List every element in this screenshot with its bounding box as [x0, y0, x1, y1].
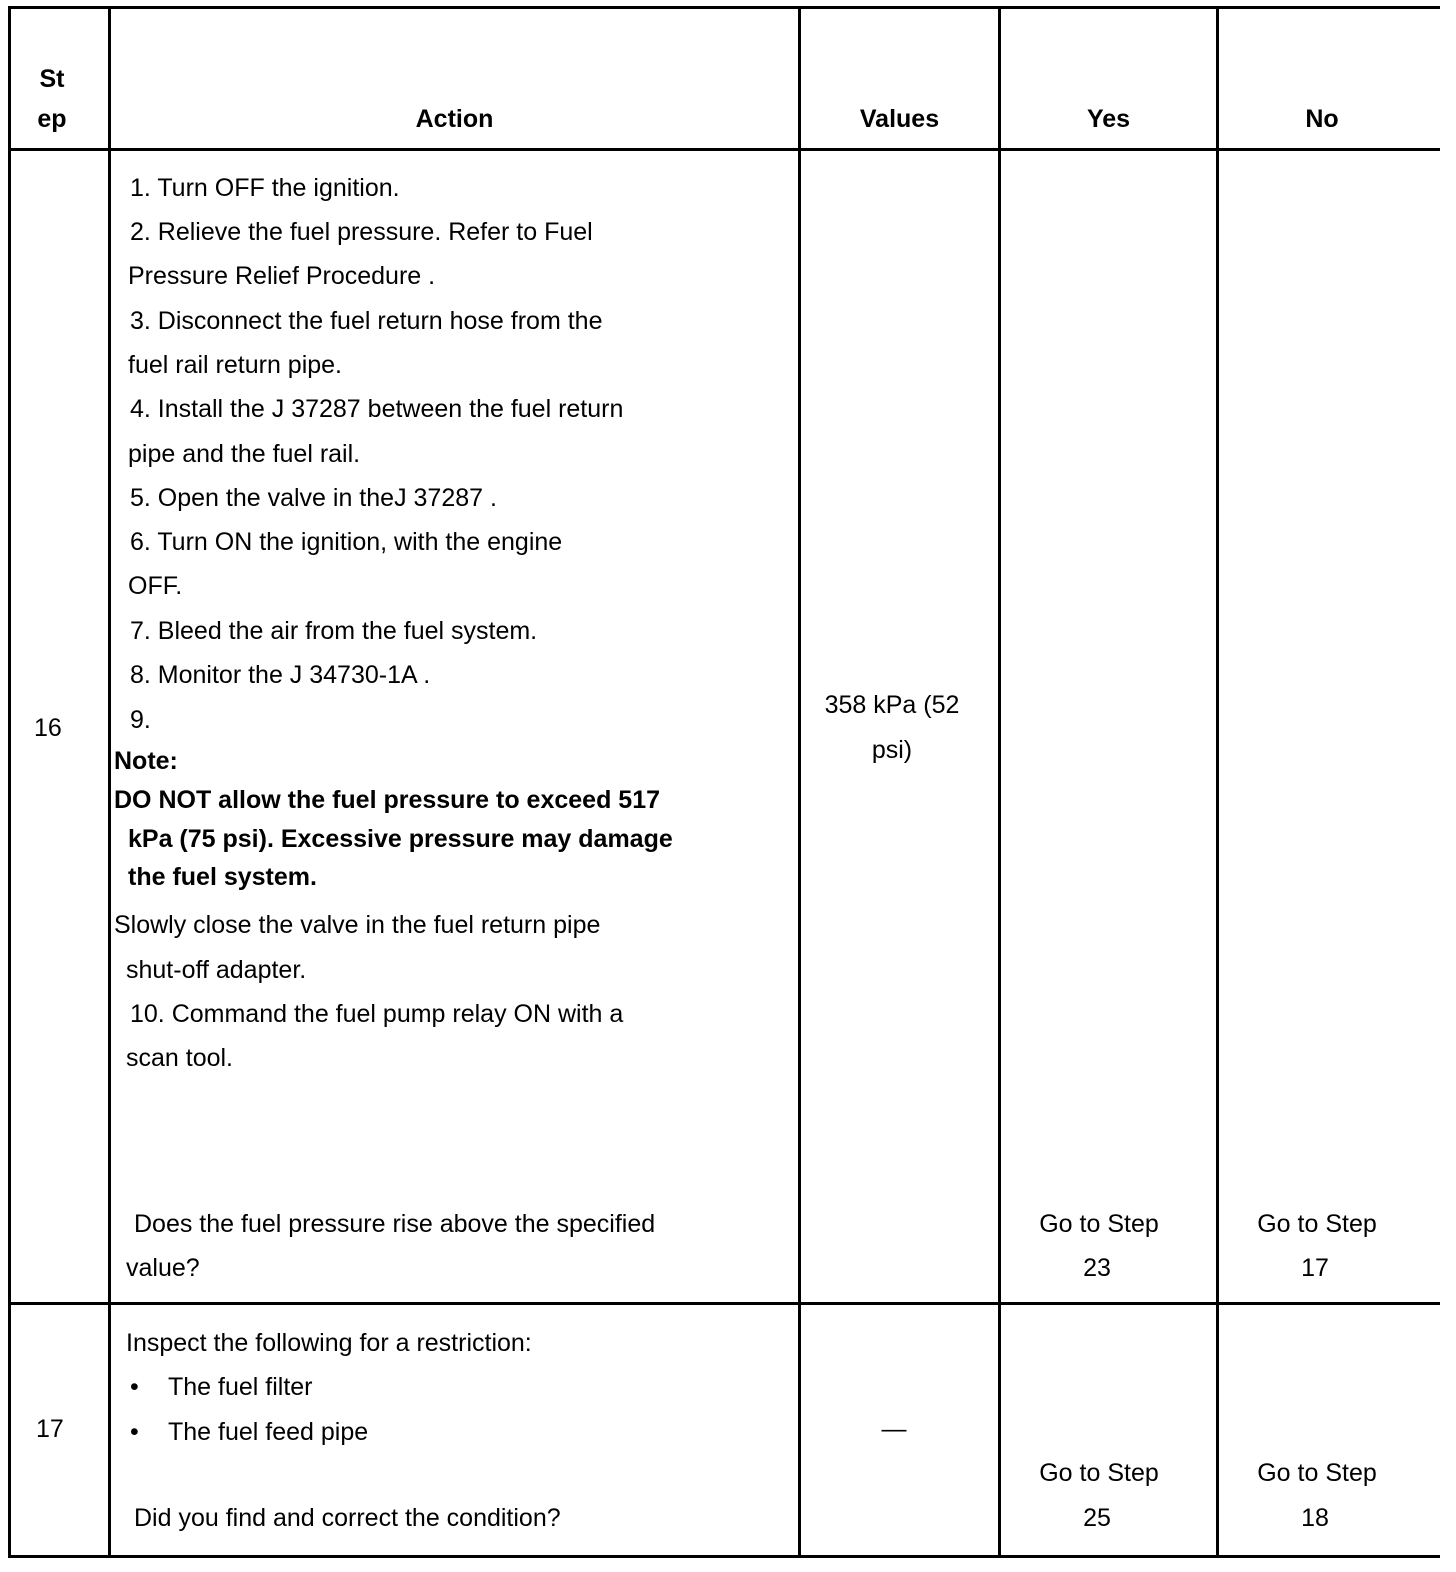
- action-line: Slowly close the valve in the fuel return pipe: [114, 911, 601, 939]
- header-step-line1: St: [39, 65, 65, 93]
- column-divider: [798, 6, 801, 1558]
- row-divider: [8, 1302, 1440, 1305]
- action-line: fuel rail return pipe.: [128, 351, 343, 379]
- header-no: No: [1305, 105, 1339, 133]
- action-line: 8. Monitor the J 34730-1A .: [130, 661, 431, 689]
- note-text: kPa (75 psi). Excessive pressure may damage: [128, 825, 673, 853]
- value-text: 358 kPa (52: [824, 691, 960, 719]
- header-values: Values: [859, 105, 940, 133]
- step-number: 16: [34, 714, 62, 742]
- action-line: Pressure Relief Procedure .: [128, 262, 436, 290]
- no-goto: Go to Step: [1257, 1210, 1377, 1238]
- yes-goto-step: 23: [1083, 1254, 1111, 1282]
- action-line: 1. Turn OFF the ignition.: [130, 174, 400, 202]
- action-line: 5. Open the valve in theJ 37287 .: [130, 484, 497, 512]
- action-line: pipe and the fuel rail.: [128, 440, 361, 468]
- yes-goto-step: 25: [1083, 1504, 1111, 1532]
- no-goto-step: 18: [1301, 1504, 1329, 1532]
- action-line: 6. Turn ON the ignition, with the engine: [130, 528, 563, 556]
- column-divider: [998, 6, 1001, 1558]
- action-line: Inspect the following for a restriction:: [126, 1329, 532, 1357]
- action-line: scan tool.: [126, 1044, 234, 1072]
- note-text: the fuel system.: [128, 863, 317, 891]
- yes-goto: Go to Step: [1039, 1459, 1159, 1487]
- action-line: OFF.: [128, 572, 183, 600]
- action-line: shut-off adapter.: [126, 956, 307, 984]
- header-yes: Yes: [1086, 105, 1131, 133]
- value-text: psi): [871, 736, 913, 764]
- question-text: value?: [126, 1254, 200, 1282]
- column-divider: [108, 6, 111, 1558]
- action-line: 3. Disconnect the fuel return hose from the: [130, 307, 603, 335]
- question-text: Did you find and correct the condition?: [134, 1504, 561, 1532]
- action-line: 2. Relieve the fuel pressure. Refer to Fuel: [130, 218, 593, 246]
- column-divider: [1216, 6, 1219, 1558]
- header-action: Action: [415, 105, 494, 133]
- yes-goto: Go to Step: [1039, 1210, 1159, 1238]
- header-step-line2: ep: [37, 105, 67, 133]
- bullet-item: The fuel filter: [168, 1373, 313, 1401]
- question-text: Does the fuel pressure rise above the specified: [134, 1210, 656, 1238]
- action-line: 10. Command the fuel pump relay ON with a: [130, 1000, 624, 1028]
- bullet-marker: •: [130, 1373, 139, 1401]
- action-line: 4. Install the J 37287 between the fuel return: [130, 395, 624, 423]
- step-number: 17: [36, 1415, 64, 1443]
- no-goto: Go to Step: [1257, 1459, 1377, 1487]
- action-line: 7. Bleed the air from the fuel system.: [130, 617, 538, 645]
- value-text: —: [881, 1415, 907, 1443]
- no-goto-step: 17: [1301, 1254, 1329, 1282]
- bullet-marker: •: [130, 1418, 139, 1446]
- action-line: 9.: [130, 706, 151, 734]
- row-divider: [8, 148, 1440, 151]
- bullet-item: The fuel feed pipe: [168, 1418, 369, 1446]
- note-text: DO NOT allow the fuel pressure to exceed 517: [114, 786, 661, 814]
- note-label: Note:: [114, 747, 178, 775]
